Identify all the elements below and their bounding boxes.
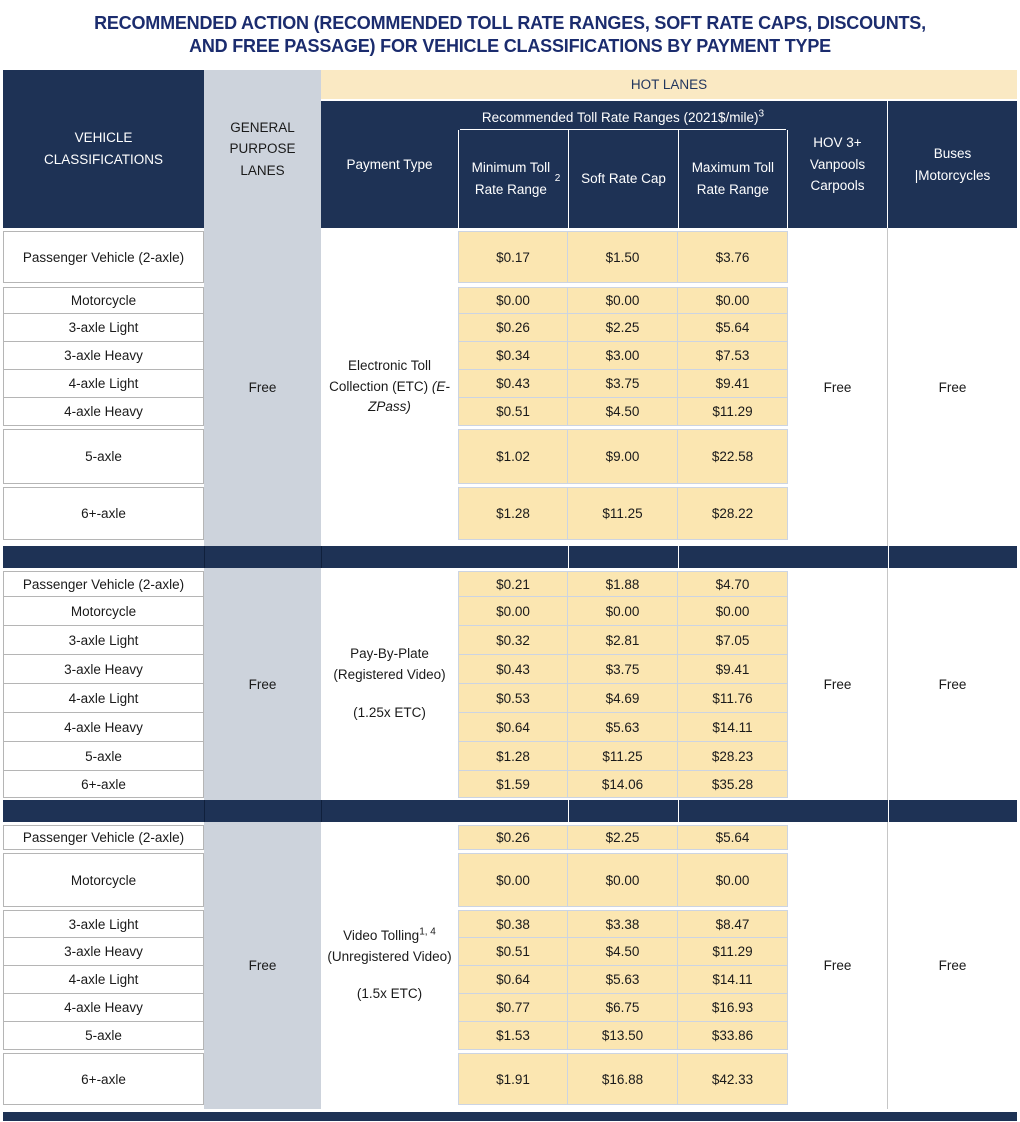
vehicle-class-cell: 5-axle — [3, 741, 204, 771]
bottom-bar — [3, 1112, 1017, 1121]
max-rate-cell: $35.28 — [677, 770, 788, 798]
payment-type-text: Pay-By-Plate (Registered Video) — [333, 646, 446, 683]
vehicle-class-cell: 5-axle — [3, 429, 204, 484]
min-rate-cell: $0.64 — [458, 712, 568, 742]
max-rate-cell: $0.00 — [677, 853, 788, 907]
payment-type-cell — [321, 228, 458, 546]
vehicle-class-cell: 6+-axle — [3, 1053, 204, 1105]
min-rate-cell: $0.51 — [458, 937, 568, 966]
max-rate-cell: $3.76 — [677, 231, 788, 283]
min-rate-cell: $0.00 — [458, 287, 568, 314]
hot-lanes-banner: HOT LANES — [321, 70, 1017, 101]
min-rate-cell: $0.00 — [458, 853, 568, 907]
payment-type-text — [326, 926, 453, 968]
max-rate-cell: $14.11 — [677, 712, 788, 742]
max-rate-cell: $0.00 — [677, 596, 788, 626]
payment-type-cell — [321, 822, 458, 1109]
payment-type-main: Electronic Toll Collection (ETC) — [329, 357, 432, 394]
soft-rate-cell: $11.25 — [567, 487, 678, 540]
payment-type-cell — [321, 568, 458, 800]
soft-rate-cell: $5.63 — [567, 712, 678, 742]
vehicle-class-cell: 6+-axle — [3, 770, 204, 798]
vehicle-class-cell: Motorcycle — [3, 853, 204, 907]
vehicle-class-cell: 3-axle Heavy — [3, 341, 204, 370]
buses-free-cell: Free — [887, 228, 1017, 546]
vehicle-class-cell: 5-axle — [3, 1021, 204, 1050]
max-rate-cell: $14.11 — [677, 965, 788, 994]
max-rate-cell: $0.00 — [677, 287, 788, 314]
soft-rate-cell: $0.00 — [567, 853, 678, 907]
soft-rate-cell: $5.63 — [567, 965, 678, 994]
vehicle-class-cell: 4-axle Heavy — [3, 993, 204, 1022]
general-purpose-lanes-header: GENERAL PURPOSE LANES — [204, 70, 321, 228]
rate-ranges-group-label: Recommended Toll Rate Ranges (2021$/mile) — [481, 110, 759, 125]
min-rate-cell: $0.38 — [458, 910, 568, 938]
soft-rate-cell: $6.75 — [567, 993, 678, 1022]
soft-rate-cell: $9.00 — [567, 429, 678, 484]
min-rate-cell: $0.00 — [458, 596, 568, 626]
soft-rate-cell: $11.25 — [567, 741, 678, 771]
payment-type-header: Payment Type — [346, 157, 433, 172]
payment-type-text — [326, 356, 453, 419]
max-rate-cell: $5.64 — [677, 313, 788, 342]
hov-free-cell: Free — [823, 379, 852, 395]
soft-rate-cell: $2.25 — [567, 313, 678, 342]
max-toll-rate-header: Maximum Toll Rate Range — [678, 130, 787, 228]
min-rate-cell: $0.43 — [458, 654, 568, 684]
vehicle-class-cell: 6+-axle — [3, 487, 204, 540]
soft-rate-cap-header: Soft Rate Cap — [568, 130, 677, 228]
soft-rate-cell: $4.69 — [567, 683, 678, 713]
soft-rate-cell: $2.81 — [567, 625, 678, 655]
hot-lanes-subheader — [321, 101, 1017, 228]
min-toll-rate-header: Minimum Toll Rate Range 2 — [459, 130, 568, 228]
payment-multiplier: (1.5x ETC) — [356, 986, 423, 1002]
max-rate-cell: $5.64 — [677, 825, 788, 850]
table-header — [3, 70, 1017, 228]
vehicle-class-cell: 4-axle Heavy — [3, 397, 204, 426]
hov-header: HOV 3+ Vanpools Carpools — [809, 135, 866, 194]
soft-rate-cell: $2.25 — [567, 825, 678, 850]
vehicle-class-cell: 4-axle Light — [3, 965, 204, 994]
vehicle-class-cell: Passenger Vehicle (2-axle) — [3, 231, 204, 283]
min-rate-cell: $1.53 — [458, 1021, 568, 1050]
min-rate-cell: $1.28 — [458, 487, 568, 540]
max-rate-cell: $8.47 — [677, 910, 788, 938]
general-purpose-free-cell: Free — [204, 822, 321, 1109]
min-rate-cell: $0.51 — [458, 397, 568, 426]
vehicle-class-cell: 4-axle Light — [3, 369, 204, 398]
max-rate-cell: $28.22 — [677, 487, 788, 540]
vehicle-class-cell: Passenger Vehicle (2-axle) — [3, 571, 204, 597]
max-rate-cell: $7.05 — [677, 625, 788, 655]
soft-rate-cell: $3.00 — [567, 341, 678, 370]
max-rate-cell: $11.29 — [677, 937, 788, 966]
min-rate-cell: $0.32 — [458, 625, 568, 655]
video-tolling-section — [3, 822, 1017, 1109]
general-purpose-free-cell: Free — [204, 568, 321, 800]
min-rate-cell: $0.17 — [458, 231, 568, 283]
hov-free-cell: Free — [823, 958, 852, 973]
min-rate-cell: $1.59 — [458, 770, 568, 798]
soft-rate-cell: $4.50 — [567, 397, 678, 426]
max-rate-cell: $11.76 — [677, 683, 788, 713]
soft-rate-cell: $0.00 — [567, 596, 678, 626]
max-rate-cell: $28.23 — [677, 741, 788, 771]
vehicle-class-cell: 3-axle Heavy — [3, 654, 204, 684]
vehicle-class-cell: 3-axle Light — [3, 625, 204, 655]
payment-type-secondary: (Unregistered Video) — [327, 948, 452, 964]
rate-ranges-group-title — [458, 101, 788, 125]
buses-free-cell: Free — [887, 822, 1017, 1109]
max-rate-cell: $9.41 — [677, 654, 788, 684]
vehicle-class-cell: 4-axle Light — [3, 683, 204, 713]
buses-free-cell: Free — [887, 568, 1017, 800]
vehicle-class-cell: Passenger Vehicle (2-axle) — [3, 825, 204, 850]
vehicle-class-cell: Motorcycle — [3, 287, 204, 314]
page-title-line2: AND FREE PASSAGE) FOR VEHICLE CLASSIFICATIONS BY PAYMENT TYPE — [189, 36, 831, 56]
payment-multiplier: (1.25x ETC) — [353, 704, 426, 720]
min-rate-cell: $1.91 — [458, 1053, 568, 1105]
min-rate-cell: $0.43 — [458, 369, 568, 398]
section-separator — [3, 800, 1017, 822]
payment-type-italic: (E-ZPass) — [368, 378, 450, 415]
vehicle-classifications-header: VEHICLE CLASSIFICATIONS — [3, 70, 204, 228]
min-rate-cell: $0.26 — [458, 313, 568, 342]
rate-ranges-group-header — [458, 101, 788, 228]
soft-rate-cell: $3.38 — [567, 910, 678, 938]
vehicle-class-cell: Motorcycle — [3, 596, 204, 626]
vehicle-class-cell: 3-axle Light — [3, 313, 204, 342]
rate-ranges-footnote: 3 — [758, 108, 765, 120]
min-toll-rate-label: Minimum Toll Rate Range — [471, 160, 551, 197]
soft-rate-cell: $13.50 — [567, 1021, 678, 1050]
page-title — [0, 0, 1020, 70]
min-rate-cell: $1.02 — [458, 429, 568, 484]
soft-rate-cell: $1.88 — [567, 571, 678, 597]
max-rate-cell: $7.53 — [677, 341, 788, 370]
soft-rate-cell: $3.75 — [567, 369, 678, 398]
max-rate-cell: $4.70 — [677, 571, 788, 597]
min-rate-cell: $1.28 — [458, 741, 568, 771]
buses-motorcycles-header: Buses |Motorcycles — [887, 101, 1017, 228]
vehicle-class-cell: 3-axle Light — [3, 910, 204, 938]
soft-rate-cell: $1.50 — [567, 231, 678, 283]
max-rate-cell: $42.33 — [677, 1053, 788, 1105]
max-rate-cell: $33.86 — [677, 1021, 788, 1050]
min-rate-cell: $0.53 — [458, 683, 568, 713]
soft-rate-cell: $0.00 — [567, 287, 678, 314]
soft-rate-cell: $3.75 — [567, 654, 678, 684]
max-rate-cell: $9.41 — [677, 369, 788, 398]
max-rate-cell: $11.29 — [677, 397, 788, 426]
hot-lanes-header-group — [321, 70, 1017, 228]
max-rate-cell: $22.58 — [677, 429, 788, 484]
rate-ranges-columns — [458, 130, 788, 228]
min-rate-cell: $0.26 — [458, 825, 568, 850]
page-title-line1: RECOMMENDED ACTION (RECOMMENDED TOLL RATE RANGES, SOFT RATE CAPS, DISCOUNTS, — [94, 12, 926, 33]
etc-section — [3, 228, 1017, 546]
payment-type-main: Video Tolling — [343, 927, 420, 943]
toll-rate-table — [3, 70, 1017, 1121]
payment-type-footnote: 1, 4 — [419, 926, 436, 938]
max-rate-cell: $16.93 — [677, 993, 788, 1022]
soft-rate-cell: $16.88 — [567, 1053, 678, 1105]
pay-by-plate-section — [3, 568, 1017, 800]
min-rate-cell: $0.77 — [458, 993, 568, 1022]
soft-rate-cell: $14.06 — [567, 770, 678, 798]
hov-free-cell: Free — [823, 676, 852, 692]
vehicle-class-cell: 3-axle Heavy — [3, 937, 204, 966]
soft-rate-cell: $4.50 — [567, 937, 678, 966]
vehicle-class-cell: 4-axle Heavy — [3, 712, 204, 742]
general-purpose-free-cell: Free — [204, 228, 321, 546]
min-rate-cell: $0.34 — [458, 341, 568, 370]
min-rate-cell: $0.21 — [458, 571, 568, 597]
min-rate-cell: $0.64 — [458, 965, 568, 994]
section-separator — [3, 546, 1017, 568]
